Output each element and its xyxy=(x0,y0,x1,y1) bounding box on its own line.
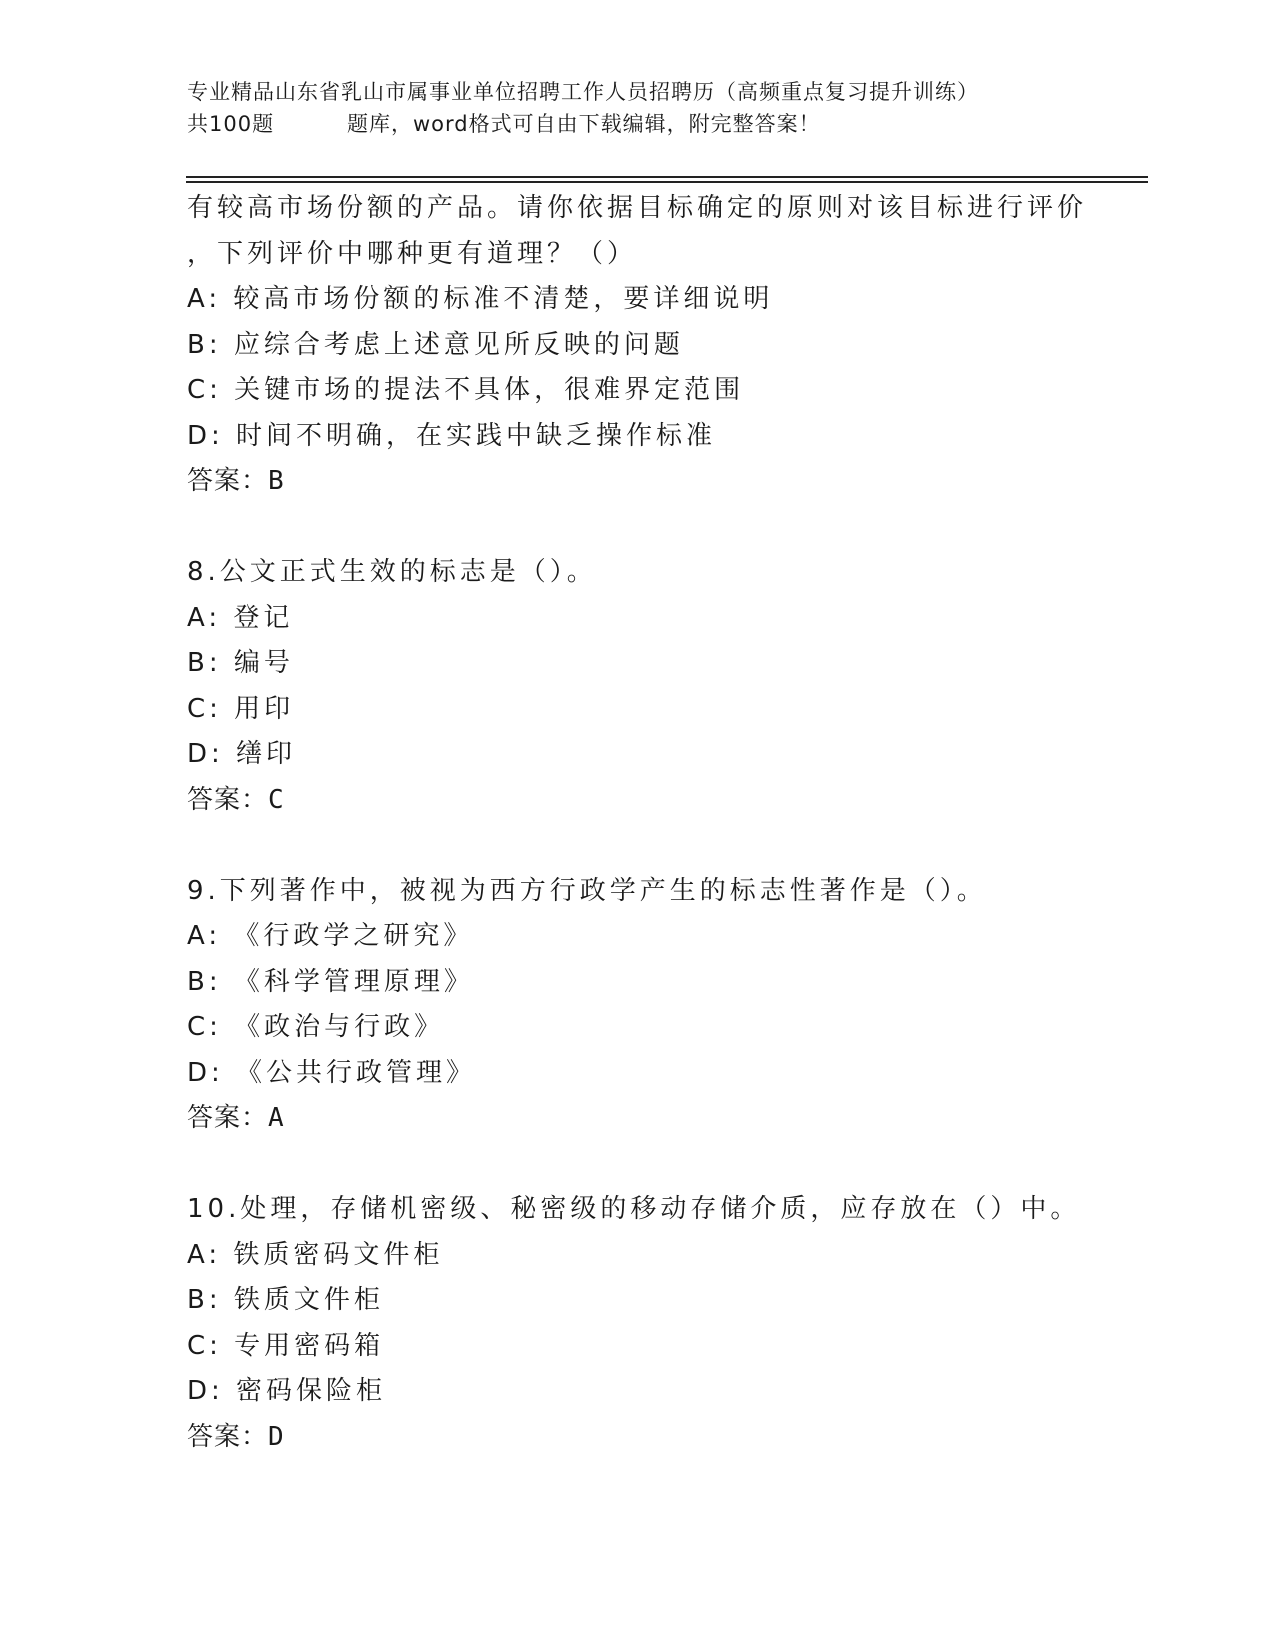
option-b: B: 《科学管理原理》 xyxy=(187,966,474,997)
header-divider-bottom xyxy=(186,181,1148,183)
spacer xyxy=(187,1142,1147,1188)
question-stem: 10.处理，存储机密级、秘密级的移动存储介质，应存放在（）中。 xyxy=(187,1194,1081,1224)
header-divider-top xyxy=(186,176,1148,178)
spacer xyxy=(187,505,1147,551)
question-stem-line: 有较高市场份额的产品。请你依据目标确定的原则对该目标进行评价 xyxy=(187,193,1088,223)
option-a: A: 铁质密码文件柜 xyxy=(187,1239,444,1270)
spacer xyxy=(187,823,1147,869)
question-8 xyxy=(187,550,1147,823)
option-c: C: 用印 xyxy=(187,693,295,724)
option-b: B: 编号 xyxy=(187,648,294,678)
option-c: C: 《政治与行政》 xyxy=(187,1012,445,1042)
option-d: D: 时间不明确，在实践中缺乏操作标准 xyxy=(187,420,717,451)
question-10 xyxy=(187,1187,1147,1460)
question-stem-line: ，下列评价中哪种更有道理？（） xyxy=(187,238,638,269)
option-d: D: 缮印 xyxy=(187,739,297,769)
answer-line: 答案：C xyxy=(187,784,285,815)
header-subtitle xyxy=(187,108,1147,140)
question-list xyxy=(187,186,1147,1460)
header-title: 专业精品山东省乳山市属事业单位招聘工作人员招聘历（高频重点复习提升训练） xyxy=(187,80,979,104)
option-a: A: 较高市场份额的标准不清楚，要详细说明 xyxy=(187,284,774,314)
option-b: B: 铁质文件柜 xyxy=(187,1285,384,1315)
question-count: 共100题 xyxy=(187,112,275,136)
option-c: C: 关键市场的提法不具体，很难界定范围 xyxy=(187,375,745,405)
question-stem: 8.公文正式生效的标志是（）。 xyxy=(187,557,597,587)
answer-line: 答案：D xyxy=(187,1421,285,1452)
document-header xyxy=(187,76,1147,140)
option-c: C: 专用密码箱 xyxy=(187,1330,385,1361)
question-stem: 9.下列著作中，被视为西方行政学产生的标志性著作是（）。 xyxy=(187,875,987,906)
answer-line: 答案：A xyxy=(187,1103,285,1133)
option-d: D: 《公共行政管理》 xyxy=(187,1057,477,1088)
option-d: D: 密码保险柜 xyxy=(187,1376,387,1406)
header-description: 题库，word格式可自由下载编辑，附完整答案！ xyxy=(347,112,821,136)
option-a: A: 登记 xyxy=(187,602,294,633)
option-a: A: 《行政学之研究》 xyxy=(187,921,474,951)
answer-line: 答案：B xyxy=(187,466,285,496)
option-b: B: 应综合考虑上述意见所反映的问题 xyxy=(187,329,684,360)
question-9 xyxy=(187,869,1147,1142)
question-7-continued xyxy=(187,186,1147,505)
